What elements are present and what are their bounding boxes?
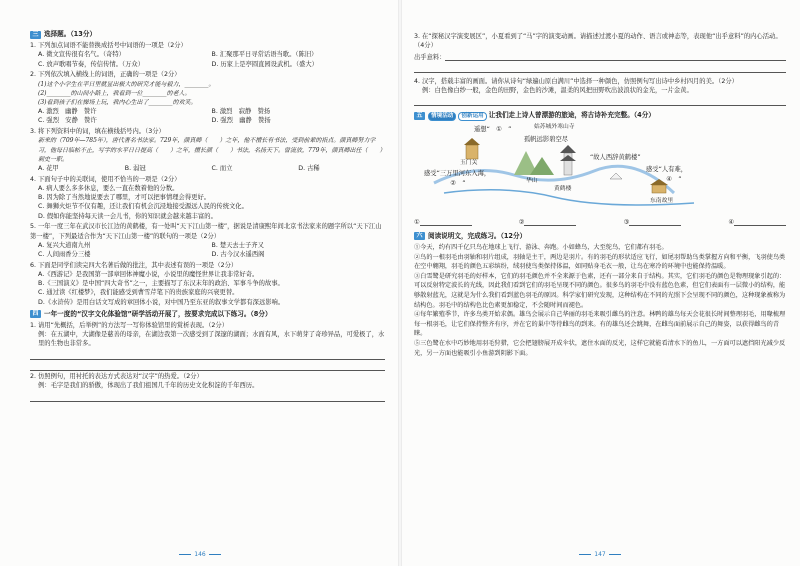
question-stem: 6. 下面是同学们读完四大名著后做的批注，其中表述有误的一项是（2分） (30, 261, 238, 269)
section-number-badge: 三 (30, 31, 41, 39)
options-row (30, 241, 385, 250)
poem-answer-row: ① ② ③ ④ (414, 218, 786, 227)
option-b: B. 楚天去士子齐又 (211, 241, 264, 249)
page-number-left: 146 (0, 551, 400, 558)
option-c: C. 人间雨香分三楼 (38, 251, 91, 259)
option-b: B. 汇聚那平日寻常话语当歌。（陈旧） (211, 51, 318, 59)
question-stem: 4. 汉字，搭载丰富的画面。请你从诗句“绿遍山原白满川”中选择一种颜色，仿照例句写出诗中乡村四月的美。（2分） (414, 78, 738, 85)
section-title: 阅读说明文，完成练习。（12分） (428, 231, 527, 240)
option-a: A. 微文宣传很有名气。（奇特） (38, 51, 125, 59)
page-number-right: 147 (400, 551, 800, 558)
option-a: A. 激烈 幽静 赞许 (38, 108, 97, 116)
options-row (30, 60, 385, 69)
option-a: A. 花甲 (38, 165, 59, 173)
map-place-label: 姑苏城外寒山寺 (534, 123, 575, 130)
map-verse-label: 感受“三万里河东入海， (424, 169, 491, 177)
answer-line[interactable] (30, 361, 385, 371)
reading-paragraph-3: ③白雪鹭是研究羽毛的好样本，它们的羽毛颜色并不全来源于色素，还有一部分来自于结构。其实，它们羽毛的颜色是物理现象引起的：可以反射特定波长的光线，因此我们看到它们的羽毛呈现不同的颜色。很多鸟的羽毛中没有蓝色色素，但它们表面有一层微小的结构，能够散射蓝光，这就是为什么我们看到蓝色羽毛的原因。科学家们研究发现，这种结构在不同的光照下会呈现不同的颜色，这种现象被称为结构色。羽毛中的结构色比色素更加稳定，不会随时间而褪色。 (414, 272, 786, 309)
question-stem: 3. 在“探秘汉字演变展区”，小夏看到了“马”字的演变动画。请描述过渡小夏的动作、语言或神态等，表现他“出乎意料”的内心活动。（4分） (414, 32, 782, 49)
option-c: C. 舞狮火炬节不仅有趣，还让我们有机会沉浸地接受源远人民的传统文化。 (38, 203, 248, 211)
answer-line[interactable] (445, 51, 786, 61)
section-choice-header (30, 30, 385, 39)
poem-journey-map (414, 123, 786, 215)
question-4 (30, 175, 385, 221)
option-b: B. 激烈 寂静 赞扬 (211, 108, 271, 116)
sentence-line: (1)这个小学生在平日里就显出极大的研究才能与毅力，________。 (38, 80, 215, 88)
example-text: 例：白色像白纱一般，金色的田野，金色的沙滩，温柔的风把田野吹出波浪状的金光，一片金黄。 (422, 87, 693, 95)
map-verse-label: ④ ” (660, 175, 682, 183)
section-number-badge: 六 (414, 232, 425, 240)
question-1 (30, 41, 385, 69)
option-c: C. 通过读《红楼梦》，我们能感受到曹雪芹笔下的贵族家庭的兴衰更替。 (38, 289, 239, 297)
section-title: 选择题。（13分） (44, 30, 97, 38)
question-3 (30, 127, 385, 173)
culture-question-1 (30, 321, 385, 371)
map-place-label: 东南故里 (650, 197, 674, 204)
question-stem: 3. 将下列资料中的词，填在横线括号内。（3分） (30, 128, 165, 136)
reading-paragraph-1: ①今天，约有四千亿只鸟在地球上飞行、游泳、奔跑。小如蜂鸟，大至鸵鸟，它们都有羽毛。 (414, 244, 668, 252)
option-d: D. 古稀 (298, 165, 320, 173)
option-a: A. 复兴大道南九州 (38, 241, 91, 249)
sentence-line: (2)________的山间小路上，我看到一位________的老人。 (38, 89, 191, 97)
option-d: D.《水浒传》是用白话文写成的章回体小说，对中国乃至东亚的叙事文学都有深远影响。 (38, 298, 285, 306)
answer-blank[interactable] (734, 219, 786, 226)
option-b: B.《三国演义》是中国“四大奇书”之一，主要描写了东汉末年的政治、军事斗争的故事。 (38, 280, 284, 288)
village-house-icon (652, 185, 666, 193)
section-culture-header (30, 310, 385, 319)
options-row (30, 116, 385, 125)
reading-paragraph-2: ②鸟的一根羽毛由羽轴和羽片组成，羽轴是主干，两边是羽片。有的羽毛的形状适应飞行，如尾羽帮助鸟类掌握方向和平衡，飞羽使鸟类在空中翱翔，羽毛的颜色五彩缤纷，绒羽使鸟类保持体温，如同贴身毛衣一般，让鸟在寒冷的环境中也能保持温暖。 (414, 253, 786, 271)
example-text: 例：在五湖中，大湖像是慈善的母亲，在湖边我第一次感受到了深邃的湖面；水面有风，水下萌芽了奇珍异品，可爱极了，水里的生物也非常多。 (38, 331, 385, 348)
section-reading-header (414, 232, 786, 241)
options-row (30, 107, 385, 116)
yumen-gate-icon (466, 145, 478, 159)
answer-blank[interactable] (420, 219, 472, 226)
section-title: 一年一度的“汉字文化体验馆”研学活动开展了，按要求完成以下练习。（8分） (44, 309, 272, 318)
map-verse-label: “故人西辞黄鹤楼” (590, 153, 641, 161)
gate-roof-icon (464, 138, 480, 145)
section-title: 让我们走上诗人曾漂游的旅途，将古诗补充完整。（4分） (488, 111, 655, 120)
question-2 (30, 70, 385, 125)
option-d: D. 历家上是亭圆直园设武机。（盛大） (211, 60, 318, 68)
option-d: D. 古今汉水遥西阁 (211, 251, 265, 259)
answer-blank[interactable] (524, 219, 576, 226)
map-verse-label: 遥想“ ① ” (474, 125, 512, 133)
question-stem: 5. 一年一度三年在武汉市长江边的黄鹤楼，有一处叫“天下江山第一楼”，据说是清康熙年间北京书法家来的题字所以“天下江山第一楼”，下列最适合作为“天下江山第一楼”的联句的一项是（2分） (30, 223, 382, 240)
reading-paragraph-5: ⑤三色鹭在水中巧妙地用羽毛狩猎，它会把翅膀展开成伞状，遮住水面的反光，这样它就能看清水下的鱼儿，一方面可以遮挡阳光减少反光，另一方面也能吸引小鱼游到阴影下面。 (414, 339, 786, 357)
answer-line[interactable] (414, 63, 786, 73)
options-row (30, 250, 385, 259)
map-verse-label: 感受“人有难， (646, 165, 688, 173)
tag-innovation: 创新运用 (458, 112, 486, 121)
answer-label: 出乎意料： (414, 53, 446, 61)
sentence-line: (3)看到孩子们在操场上玩，我内心生出了________的欢笑。 (38, 99, 197, 107)
answer-line[interactable] (414, 96, 786, 106)
option-c: C. 放声歌唱节奏，传信传情。（万众） (38, 60, 144, 68)
map-place-label: 玉门关 (460, 159, 478, 166)
section-number-badge: 五 (414, 112, 425, 120)
answer-line[interactable] (30, 392, 385, 402)
map-verse-label: ② ” (444, 179, 466, 187)
answer-blank[interactable] (629, 219, 681, 226)
question-6 (30, 261, 385, 307)
option-a: A.《西游记》是我国第一部章回体神魔小说，小说里的魔怪世界让我非常好奇。 (38, 271, 259, 279)
culture-question-2 (30, 372, 385, 401)
option-a: A. 病人要么多多休息，要么一直在数着他的分数。 (38, 185, 179, 193)
map-place-label: 华山 (526, 177, 538, 184)
reading-passage: 新来的（709年—785年），唐代著名书法家。729年，颜真卿（ ）之年，他不擅长有书法，受到前辈的指点。颜真卿努力学习，他每日临帖不止，写字的水平日日提高（ ）之年，擅长颜（ ）书法，名扬天下。曾流放，779年，颜真卿出任（ ）刺史一职。 (38, 137, 383, 163)
sail-boat-icon (610, 173, 622, 179)
section-number-badge: 四 (30, 310, 41, 318)
option-b: B. 弱冠 (124, 165, 146, 173)
mountain-icon (530, 157, 554, 175)
option-c: C. 强烈 安静 赞许 (38, 117, 97, 125)
example-text: 例：毛字是我们的骄傲，体现出了我们祖国几千年的历史文化积淀的千年西历。 (38, 382, 259, 390)
tag-context: 情境活动 (428, 112, 456, 121)
question-stem: 2. 仿照例句，用衬托的表达方式表达对“汉字”的热爱。（2分） (30, 373, 203, 381)
left-content (30, 30, 385, 403)
pagoda-roof-icon (560, 145, 576, 153)
answer-line[interactable] (30, 350, 385, 360)
culture-question-3 (414, 32, 786, 73)
reading-paragraph-4: ④每年繁殖季节，许多鸟类开始求偶。雄鸟会展示自己华丽的羽毛来吸引雌鸟的注意。林鸭的雄鸟每天会花很长时间整理羽毛，用喙梳理每一根羽毛，让它们保持整齐有序，并在它的巢中等待雌鸟的到来。有的雄鸟还会跳舞，在雌鸟面前展示自己的舞姿，以获得雌鸟的青睐。 (414, 311, 786, 338)
right-content (414, 30, 786, 358)
culture-question-4 (414, 77, 786, 106)
section-poem-header (414, 111, 786, 120)
options-row (30, 164, 385, 173)
map-verse-label: 孤帆远影碧空尽 (524, 135, 569, 143)
option-d: D. 强烈 幽静 赞扬 (211, 117, 271, 125)
question-stem: 1. 下列加点词语不能替换成括号中词语的一项是（2分） (30, 42, 187, 50)
option-c: C. 而立 (211, 165, 233, 173)
question-stem: 1. 请用“先概括，后举例”的方法写一写你体验馆里的赏析表现。（2分） (30, 322, 228, 330)
option-b: B. 因为除了当然地说要去了哪里，才可以把事情理会得更好。 (38, 194, 211, 202)
right-page (400, 0, 800, 566)
pagoda-roof-icon (560, 155, 576, 161)
options-row (30, 50, 385, 59)
question-stem: 2. 下列依次填入横线上的词语，正确的一项是（2分） (30, 71, 181, 79)
option-d: D. 假如你能坚持每天读一会儿书，你的知识就会越来越丰富的。 (38, 212, 217, 220)
question-5 (30, 222, 385, 259)
question-stem: 4. 下面句子中的关联词，使用不恰当的一项是（2分） (30, 175, 181, 183)
map-place-label: 黄鹤楼 (554, 185, 572, 192)
